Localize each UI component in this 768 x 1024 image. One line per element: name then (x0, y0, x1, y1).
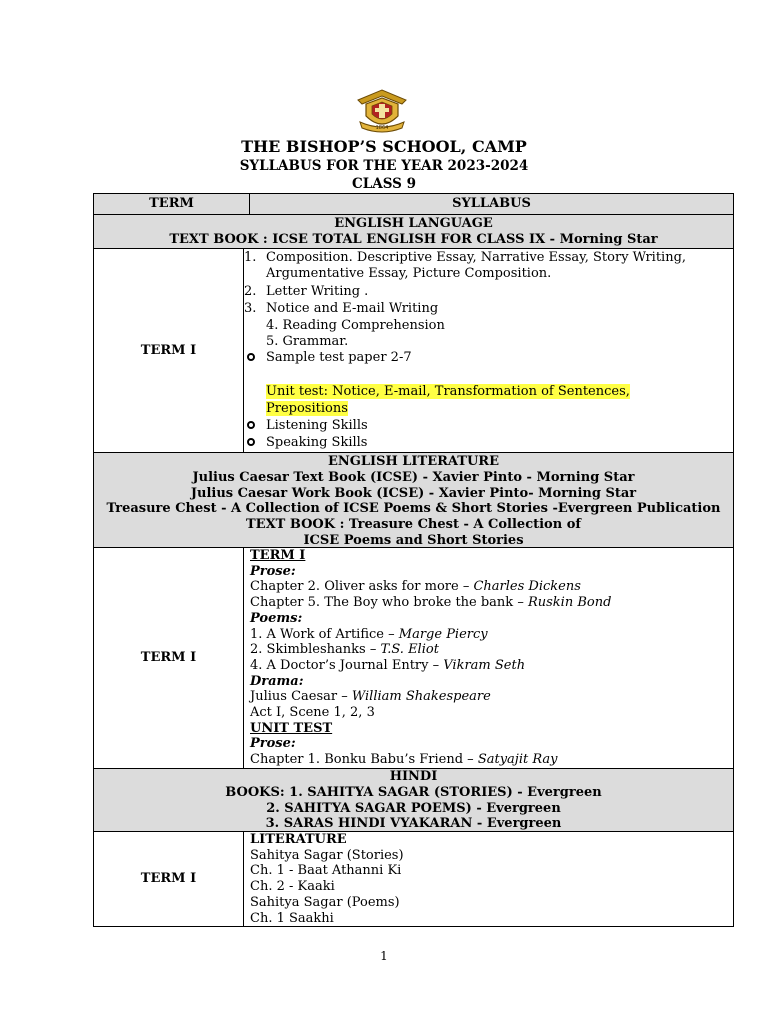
book-line: BOOKS: 1. SAHITYA SAGAR (STORIES) - Evergreen (225, 784, 602, 800)
textbook-line: ICSE Poems and Short Stories (303, 532, 524, 548)
section-heading: LITERATURE (250, 832, 347, 847)
list-item: 1. A Work of Artifice – Marge Piercy (250, 626, 488, 642)
english-language-title: ENGLISH LANGUAGE (334, 216, 493, 231)
english-literature-syllabus-cell (243, 547, 734, 769)
list-number: 1. (244, 250, 257, 265)
list-item: Listening Skills (266, 418, 368, 433)
hindi-title: HINDI (389, 769, 438, 784)
hindi-term-cell (93, 831, 244, 927)
list-item: Sample test paper 2-7 (266, 350, 412, 365)
english-language-term-cell (93, 248, 244, 453)
english-language-textbook: TEXT BOOK : ICSE TOTAL ENGLISH FOR CLASS IX - Morning Star (169, 231, 658, 247)
section-heading: Prose: (250, 736, 296, 752)
circle-bullet-icon (247, 438, 255, 446)
list-item: Chapter 2. Oliver asks for more – Charles Dickens (250, 579, 581, 595)
list-item: Letter Writing . (266, 284, 369, 299)
list-item: Argumentative Essay, Picture Composition. (266, 266, 552, 281)
unit-test-heading: UNIT TEST (250, 720, 333, 736)
school-crest-logo (352, 86, 412, 134)
list-item: Chapter 1. Bonku Babu’s Friend – Satyajit Ray (250, 752, 558, 768)
list-item: 4. Reading Comprehension (266, 318, 445, 333)
list-item: Julius Caesar – William Shakespeare (250, 689, 491, 705)
list-item: Ch. 1 Saakhi (250, 910, 334, 926)
book-line: 2. SAHITYA SAGAR POEMS) - Evergreen (266, 800, 561, 816)
column-header-term: TERM (93, 193, 250, 215)
list-item: 4. A Doctor’s Journal Entry – Vikram Seth (250, 657, 526, 673)
textbook-line: TEXT BOOK : Treasure Chest - A Collection of (246, 517, 581, 533)
textbook-line: Treasure Chest - A Collection of ICSE Poems & Short Stories -Evergreen Publication (106, 501, 721, 517)
list-number: 3. (244, 301, 257, 316)
syllabus-title: SYLLABUS FOR THE YEAR 2023-2024 (239, 158, 529, 174)
list-item: Composition. Descriptive Essay, Narrative Essay, Story Writing, (266, 250, 687, 265)
unit-test-highlight: Unit test: Notice, E-mail, Transformation of Sentences, (266, 384, 630, 399)
column-header-syllabus: SYLLABUS (249, 193, 734, 215)
list-item: 5. Grammar. (266, 334, 349, 349)
hindi-header (93, 768, 734, 832)
term-heading: TERM I (250, 548, 306, 563)
english-literature-title: ENGLISH LITERATURE (327, 454, 500, 469)
list-item: Sahitya Sagar (Stories) (250, 847, 404, 863)
school-name: THE BISHOP’S SCHOOL, CAMP (241, 137, 527, 156)
unit-test-highlight: Prepositions (266, 401, 348, 416)
list-item: 2. Skimbleshanks – T.S. Eliot (250, 642, 439, 658)
section-heading: Prose: (250, 563, 296, 579)
english-language-syllabus-cell (243, 248, 734, 453)
term-label: TERM I (140, 650, 197, 665)
english-literature-term-cell (93, 547, 244, 769)
list-item: Ch. 2 - Kaaki (250, 879, 335, 895)
section-heading: Poems: (250, 610, 303, 626)
textbook-line: Julius Caesar Text Book (ICSE) - Xavier Pinto - Morning Star (192, 469, 635, 485)
english-language-header (93, 214, 734, 249)
list-item: Notice and E-mail Writing (266, 301, 439, 316)
hindi-syllabus-cell (243, 831, 734, 927)
circle-bullet-icon (247, 421, 255, 429)
list-item: Sahitya Sagar (Poems) (250, 894, 400, 910)
section-heading: Drama: (250, 673, 304, 689)
book-line: 3. SARAS HINDI VYAKARAN - Evergreen (265, 816, 562, 832)
class-title: CLASS 9 (351, 176, 416, 192)
term-label: TERM I (140, 871, 197, 886)
list-item: Speaking Skills (266, 435, 368, 450)
page-number: 1 (380, 949, 388, 963)
list-item: Chapter 5. The Boy who broke the bank – Ruskin Bond (250, 595, 612, 611)
textbook-line: Julius Caesar Work Book (ICSE) - Xavier Pinto- Morning Star (190, 485, 637, 501)
term-label: TERM I (140, 343, 197, 358)
list-number: 2. (244, 284, 257, 299)
english-literature-header (93, 452, 734, 548)
svg-text:1864: 1864 (375, 125, 389, 131)
list-item: Act I, Scene 1, 2, 3 (250, 705, 375, 720)
list-item: Ch. 1 - Baat Athanni Ki (250, 863, 402, 879)
circle-bullet-icon (247, 353, 255, 361)
